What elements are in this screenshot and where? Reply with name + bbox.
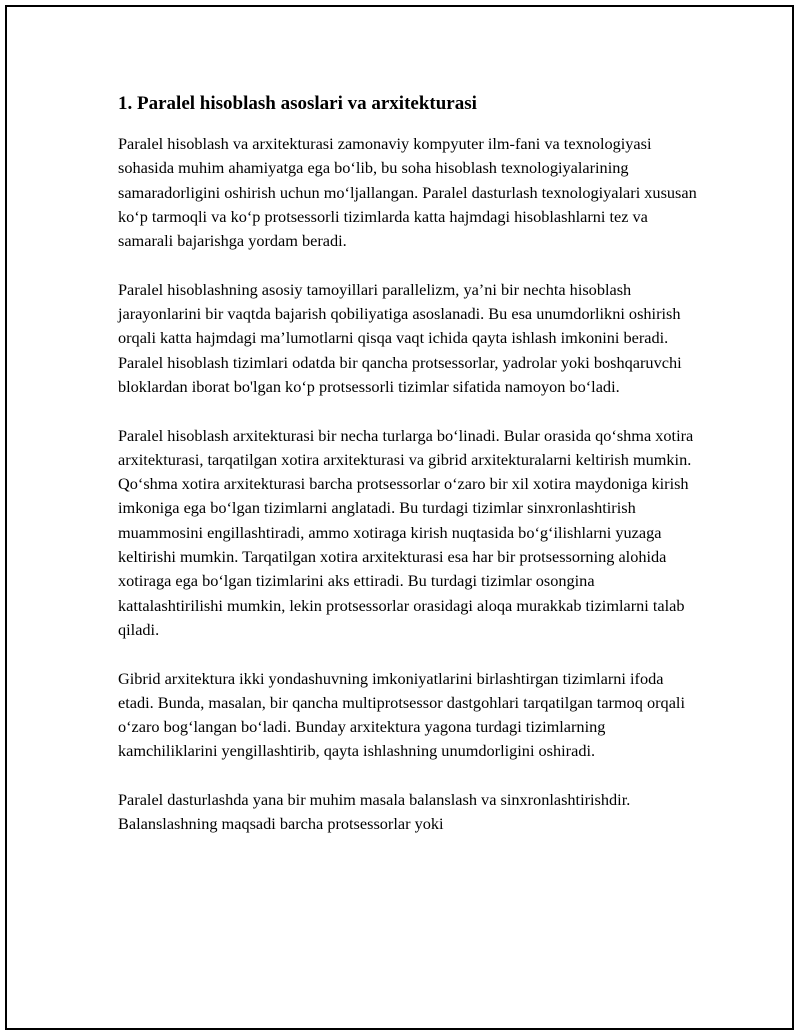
paragraph-hybrid: Gibrid arxitektura ikki yondashuvning imkoniyatlarini birlashtirgan tizimlarni ifoda etadi. Bunda, masalan, bir qancha multiprotsessor dastgohlari tarqatilgan tarmoq orqali o‘zaro bog‘langan bo‘ladi. Bunday arxitektura yagona turdagi tizimlarning kamchiliklarini yengillashtirib, qayta ishlashning unumdorligini oshiradi. <box>118 668 685 761</box>
paragraph-intro: Paralel hisoblash va arxitekturasi zamonaviy kompyuter ilm-fani va texnologiyasi sohasida muhim ahamiyatga ega bo‘lib, bu soha hisoblash texnologiyalarining samaradorligini oshirish uchun mo‘ljallangan. Paralel dasturlash texnologiyalari xususan ko‘p tarmoqli va ko‘p protsessorli tizimlarda katta hajmdagi hisoblashlarni tez va samarali bajarishga yordam beradi. <box>118 134 697 251</box>
paragraph-balancing: Paralel dasturlashda yana bir muhim masala balanslash va sinxronlashtirishdir. Balanslashning maqsadi barcha protsessorlar yoki <box>118 790 631 834</box>
document-body <box>118 92 698 837</box>
paragraph-architecture-types: Paralel hisoblash arxitekturasi bir necha turlarga bo‘linadi. Bular orasida qo‘shma xotira arxitekturasi, tarqatilgan xotira arxitekturasi va gibrid arxitekturalarni keltirish mumkin. Qo‘shma xotira arxitekturasi barcha protsessorlar o‘zaro bir xil xotira maydoniga kirish imkoniga ega bo‘lgan tizimlarni anglatadi. Bu turdagi tizimlar sinxronlashtirish muammosini engillashtiradi, ammo xotiraga kirish nuqtasida bo‘g‘ilishlarni yuzaga keltirishi mumkin. Tarqatilgan xotira arxitekturasi esa har bir protsessorning alohida xotiraga ega bo‘lgan tizimlarini aks ettiradi. Bu turdagi tizimlar osongina kattalashtirilishi mumkin, lekin protsessorlar orasidagi aloqa murakkab tizimlarni talab qiladi. <box>118 425 694 639</box>
section-heading: 1. Paralel hisoblash asoslari va arxitekturasi <box>118 93 477 114</box>
paragraph-principles: Paralel hisoblashning asosiy tamoyillari parallelizm, ya’ni bir nechta hisoblash jarayonlarini bir vaqtda bajarish qobiliyatiga asoslanadi. Bu esa unumdorlikni oshirish orqali katta hajmdagi ma’lumotlarni qisqa vaqt ichida qayta ishlash imkonini beradi. Paralel hisoblash tizimlari odatda bir qancha protsessorlar, yadrolar yoki boshqaruvchi bloklardan iborat bo'lgan ko‘p protsessorli tizimlar sifatida namoyon bo‘ladi. <box>118 279 682 396</box>
